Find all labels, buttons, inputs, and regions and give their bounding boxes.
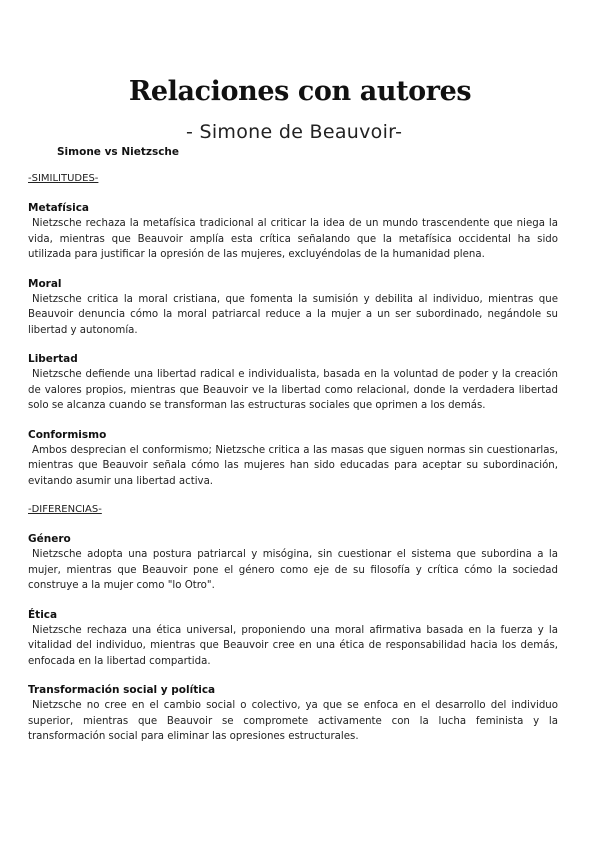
section-conformismo	[28, 428, 558, 490]
comparison-label: Simone vs Nietzsche	[57, 146, 180, 158]
section-body: Nietzsche no cree en el cambio social o colectivo, ya que se enfoca en el desarrollo del individuo superior, mientras que Beauvoir se compromete activamente con la lucha feminista y la transformación social para eliminar las opresiones estructurales.	[28, 700, 558, 742]
section-moral	[28, 277, 558, 339]
section-title: Ética	[28, 608, 58, 621]
section-body: Nietzsche critica la moral cristiana, que fomenta la sumisión y debilita al individuo, mientras que Beauvoir denuncia cómo la moral patriarcal reduce a la mujer a un ser subordinado, negándole su libertad y autonomía.	[28, 293, 558, 336]
section-body: Nietzsche rechaza la metafísica tradicional al criticar la idea de un mundo trascendente que niega la vida, mientras que Beauvoir amplía esta crítica señalando que la metafísica occidental ha sido utilizada para justificar la opresión de las mujeres, excluyéndolas de la humanidad plena.	[28, 218, 558, 260]
section-transformacion	[28, 683, 558, 745]
section-title: Conformismo	[28, 428, 107, 441]
page-title: Relaciones con autores	[128, 76, 472, 107]
section-genero	[28, 532, 558, 594]
section-body: Nietzsche rechaza una ética universal, proponiendo una moral afirmativa basada en la fuerza y la vitalidad del individuo, mientras que Beauvoir cree en una ética de responsabilidad hacia los demás, enfocada en la libertad compartida.	[28, 624, 558, 667]
section-metafisica	[28, 201, 558, 263]
section-title: Género	[28, 533, 71, 545]
section-body: Nietzsche adopta una postura patriarcal y misógina, sin cuestionar el sistema que subordina a la mujer, mientras que Beauvoir pone el género como eje de su filosofía y crítica cómo la sociedad construye a la mujer como "lo Otro".	[28, 549, 558, 591]
section-body: Ambos desprecian el conformismo; Nietzsche critica a las masas que siguen normas sin cuestionarlas, mientras que Beauvoir señala cómo las mujeres han sido educadas para aceptar su subordinación, evitando asumir una libertad activa.	[28, 444, 558, 487]
section-title: Transformación social y política	[28, 684, 216, 696]
section-title: Moral	[28, 277, 62, 290]
differences-heading: -DIFERENCIAS-	[28, 504, 102, 515]
section-etica	[28, 608, 558, 670]
page-subtitle: - Simone de Beauvoir-	[186, 121, 403, 143]
content-body	[28, 172, 558, 759]
section-title: Metafísica	[28, 202, 90, 214]
similarities-heading: -SIMILITUDES-	[28, 173, 99, 184]
section-title: Libertad	[28, 353, 78, 365]
section-libertad	[28, 352, 558, 414]
section-body: Nietzsche defiende una libertad radical e individualista, basada en la voluntad de poder y la creación de valores propios, mientras que Beauvoir ve la libertad como relacional, donde la verdadera libertad solo se alcanza cuando se transforman las estructuras sociales que oprimen a los demás.	[28, 369, 558, 411]
